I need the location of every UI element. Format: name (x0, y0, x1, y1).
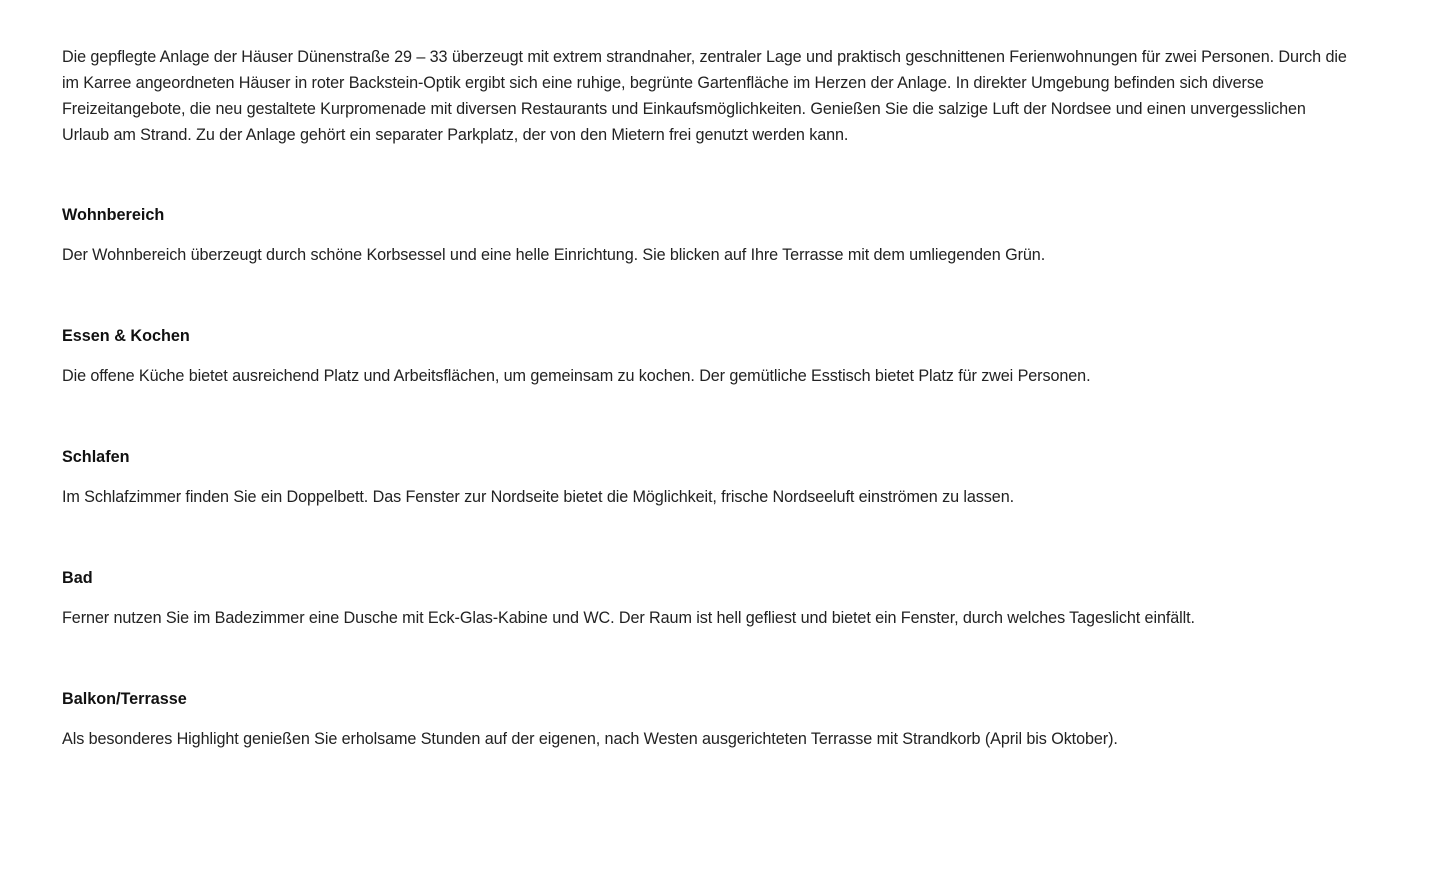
section-title: Balkon/Terrasse (62, 690, 187, 708)
section-text: Als besonderes Highlight genießen Sie erholsame Stunden auf der eigenen, nach Westen ausgerichteten Terrasse mit Strandkorb (April bis Oktober). (62, 730, 1118, 748)
section-bad (62, 565, 1350, 631)
section-text: Im Schlafzimmer finden Sie ein Doppelbett. Das Fenster zur Nordseite bietet die Möglichkeit, frische Nordseeluft einströmen zu lassen. (62, 488, 1014, 506)
section-title: Wohnbereich (62, 206, 165, 224)
section-title: Bad (62, 569, 93, 587)
section-text: Der Wohnbereich überzeugt durch schöne Korbsessel und eine helle Einrichtung. Sie blicken auf Ihre Terrasse mit dem umliegenden Grün. (62, 246, 1046, 264)
section-balkon-terrasse (62, 686, 1350, 752)
section-schlafen (62, 444, 1350, 510)
section-wohnbereich (62, 202, 1350, 268)
section-text: Ferner nutzen Sie im Badezimmer eine Dusche mit Eck-Glas-Kabine und WC. Der Raum ist hell gefliest und bietet ein Fenster, durch welches Tageslicht einfällt. (62, 609, 1195, 627)
section-title: Essen & Kochen (62, 327, 190, 345)
section-title: Schlafen (62, 448, 130, 466)
section-essen-kochen (62, 323, 1350, 389)
section-text: Die offene Küche bietet ausreichend Platz und Arbeitsflächen, um gemeinsam zu kochen. Der gemütliche Esstisch bietet Platz für zwei Personen. (62, 367, 1091, 385)
intro-paragraph: Die gepflegte Anlage der Häuser Dünenstraße 29 – 33 überzeugt mit extrem strandnaher, zentraler Lage und praktisch geschnittenen Ferienwohnungen für zwei Personen. Durch die im Karree angeordneten Häuser in roter Backstein-Optik ergibt sich eine ruhige, begrünte Gartenfläche im Herzen der Anlage. In direkter Umgebung befinden sich diverse Freizeitangebote, die neu gestaltete Kurpromenade mit diversen Restaurants und Einkaufsmöglichkeiten. Genießen Sie die salzige Luft der Nordsee und einen unvergesslichen Urlaub am Strand. Zu der Anlage gehört ein separater Parkplatz, der von den Mietern frei genutzt werden kann. (62, 48, 1347, 144)
